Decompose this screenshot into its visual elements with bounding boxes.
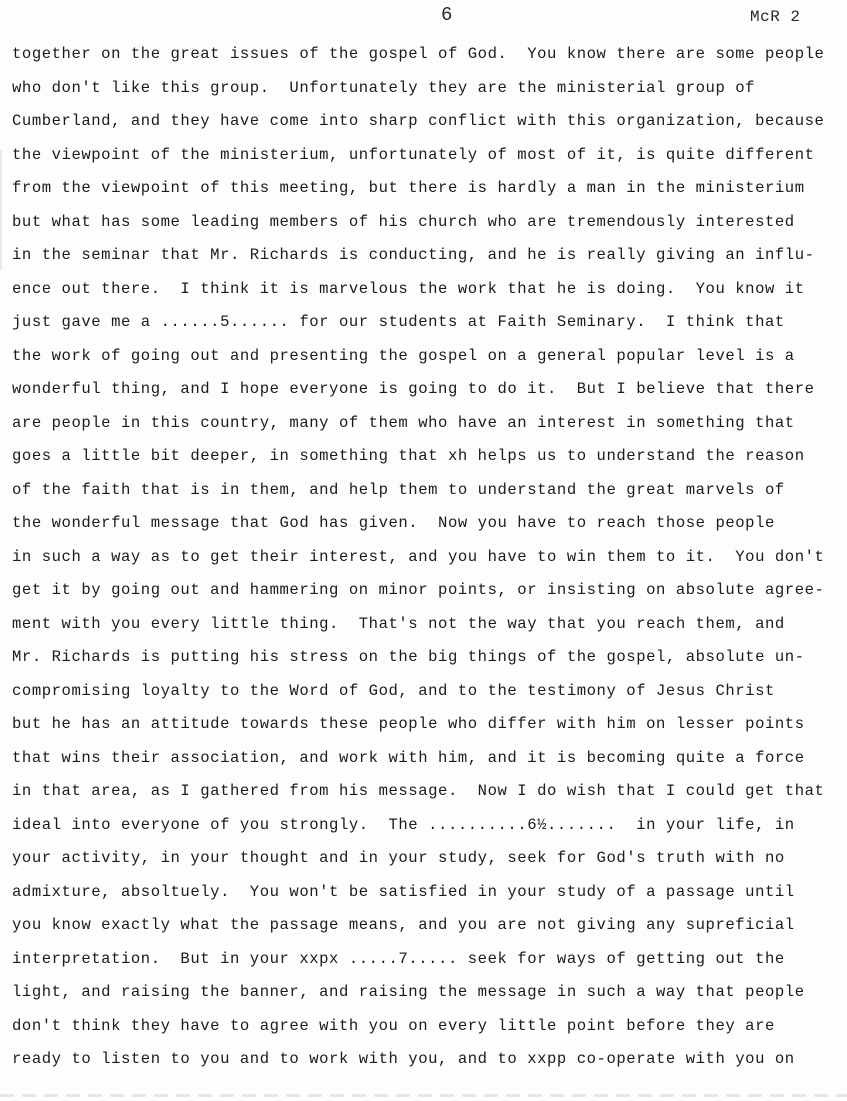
text-line: that wins their association, and work with him, and it is becoming quite a force: [12, 748, 805, 767]
text-line: but what has some leading members of his church who are tremendously interested: [12, 212, 795, 231]
text-line: in the seminar that Mr. Richards is conducting, and he is really giving an influ-: [12, 246, 815, 264]
text-line: the work of going out and presenting the gospel on a general popular level is a: [12, 346, 795, 365]
text-line: get it by going out and hammering on minor points, or insisting on absolute agree-: [12, 581, 825, 599]
text-line: just gave me a ......5...... for our students at Faith Seminary. I think that: [12, 313, 785, 331]
text-line: Mr. Richards is putting his stress on the big things of the gospel, absolute un-: [12, 648, 805, 666]
scan-edge-artifact: [0, 1094, 847, 1097]
text-line: in such a way as to get their interest, and you have to win them to it. You don't: [12, 547, 825, 566]
text-line: you know exactly what the passage means, and you are not giving any supreficial: [12, 916, 795, 934]
transcript-body: [12, 38, 842, 1077]
text-line: ence out there. I think it is marvelous the work that he is doing. You know it: [12, 279, 805, 298]
text-line: but he has an attitude towards these people who differ with him on lesser points: [12, 715, 805, 733]
text-line: compromising loyalty to the Word of God, and to the testimony of Jesus Christ: [12, 681, 775, 700]
text-line: who don't like this group. Unfortunately they are the ministerial group of: [12, 78, 756, 97]
text-line: your activity, in your thought and in your study, seek for God's truth with no: [12, 849, 785, 867]
text-line: ready to listen to you and to work with you, and to xxpp co-operate with you on: [12, 1050, 795, 1068]
text-line: are people in this country, many of them who have an interest in something that: [12, 413, 795, 432]
text-line: together on the great issues of the gospel of God. You know there are some people: [12, 45, 825, 63]
text-line: ment with you every little thing. That's not the way that you reach them, and: [12, 614, 785, 633]
text-line: wonderful thing, and I hope everyone is going to do it. But I believe that there: [12, 380, 815, 398]
text-line: the viewpoint of the ministerium, unfortunately of most of it, is quite different: [12, 145, 815, 164]
text-line: don't think they have to agree with you on every little point before they are: [12, 1016, 775, 1035]
text-line: goes a little bit deeper, in something that xh helps us to understand the reason: [12, 447, 805, 465]
text-line: interpretation. But in your xxpx .....7..... seek for ways of getting out the: [12, 949, 785, 968]
text-line: Cumberland, and they have come into sharp conflict with this organization, because: [12, 112, 825, 130]
text-line: light, and raising the banner, and raising the message in such a way that people: [12, 983, 805, 1001]
text-line: ideal into everyone of you strongly. The ..........6½....... in your life, in: [12, 815, 795, 834]
text-line: admixture, absoltuely. You won't be satisfied in your study of a passage until: [12, 882, 795, 901]
text-line: from the viewpoint of this meeting, but there is hardly a man in the ministerium: [12, 179, 805, 197]
text-line: the wonderful message that God has given. Now you have to reach those people: [12, 514, 775, 532]
margin-mark: [0, 150, 2, 270]
page-code: McR 2: [750, 8, 801, 26]
text-line: of the faith that is in them, and help them to understand the great marvels of: [12, 480, 785, 499]
text-line: in that area, as I gathered from his message. Now I do wish that I could get that: [12, 782, 825, 800]
page-number: 6: [441, 4, 453, 26]
